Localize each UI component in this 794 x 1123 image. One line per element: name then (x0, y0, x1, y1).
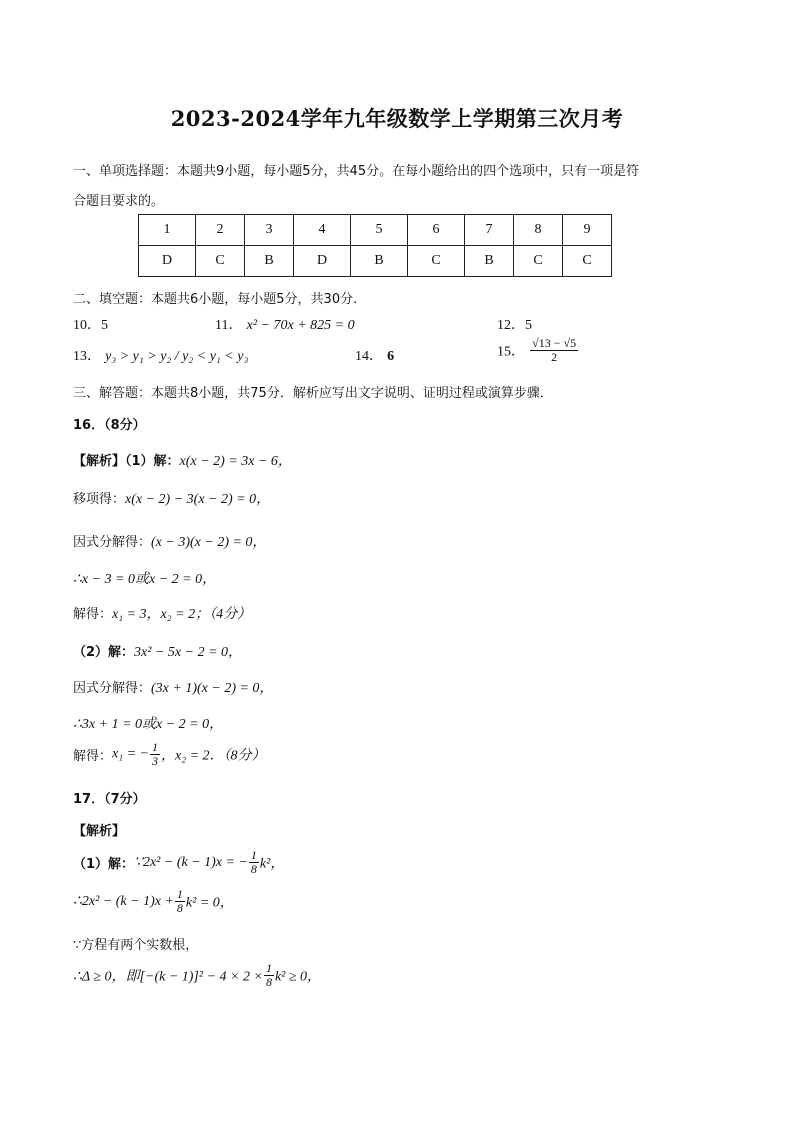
q16-line6 (73, 641, 242, 661)
q15-numerator: √13 − √5 (532, 336, 577, 350)
q16-line7-prefix: 因式分解得： (73, 681, 152, 696)
section1-heading-line2: 合题目要求的。 (73, 194, 165, 209)
q16-line7 (73, 677, 273, 697)
table-header-cell: 2 (196, 215, 245, 246)
q16-line2 (73, 488, 270, 508)
q16-line1-expr: x(x − 2) = 3x − 6， (179, 454, 292, 469)
q16-line5 (73, 603, 251, 623)
q16-line3-prefix: 因式分解得： (73, 535, 152, 550)
q17-line2 (73, 888, 234, 915)
answer-table (138, 214, 612, 277)
table-answer-cell: C (408, 246, 465, 277)
table-header-cell: 8 (514, 215, 563, 246)
q16-line1 (73, 450, 292, 470)
q16-line7-expr: (3x + 1)(x − 2) = 0， (151, 681, 274, 696)
q17-line1-prefix: （1）解： (73, 857, 135, 872)
q15-label: 15． (497, 344, 525, 360)
q11-label: 11． (215, 318, 243, 333)
q16-label: 16．（8分） (73, 418, 146, 433)
q17-line2-numerator: 1 (176, 887, 183, 901)
table-header-cell: 5 (351, 215, 408, 246)
section2-heading: 二、填空题：本题共6小题，每小题5分，共30分. (73, 292, 358, 307)
q14-label: 14． (355, 349, 383, 364)
table-header-cell: 9 (563, 215, 612, 246)
q16-line9-denominator: 3 (152, 754, 158, 768)
q14-value: 6 (387, 349, 395, 364)
answer-table-header-row (139, 215, 612, 246)
q16-line9-numerator: 1 (152, 740, 158, 754)
q16-line4: ∴x − 3 = 0或x − 2 = 0， (73, 572, 217, 587)
q13-expr: y₃ > y₁ > y₂ / y₂ < y₁ < y₃ (105, 349, 249, 364)
table-header-cell: 3 (245, 215, 294, 246)
q17-line2-b: k² = 0， (185, 895, 234, 911)
section3-heading: 三、解答题：本题共8小题，共75分．解析应写出文字说明、证明过程或演算步骤． (73, 386, 553, 401)
q17-line1-a: ∵2x² − (k − 1)x = − (134, 855, 248, 870)
table-header-cell: 6 (408, 215, 465, 246)
answer-q11 (215, 314, 355, 334)
table-answer-cell: C (563, 246, 612, 277)
q16-line9 (73, 741, 266, 768)
table-header-cell: 4 (294, 215, 351, 246)
answer-q14 (355, 345, 394, 365)
q17-line3: ∵方程有两个实数根， (73, 938, 199, 953)
q16-line5-expr: x₁ = 3，x₂ = 2；（4分） (112, 607, 252, 622)
table-answer-cell: D (139, 246, 196, 277)
answer-q13 (73, 345, 248, 365)
table-answer-cell: B (245, 246, 294, 277)
table-answer-cell: C (196, 246, 245, 277)
page-title: 2023-2024学年九年级数学上学期第三次月考 (170, 106, 624, 131)
q17-line1-denominator: 8 (250, 862, 257, 876)
q17-line2-a: ∴2x² − (k − 1)x + (73, 894, 174, 909)
table-answer-cell: B (351, 246, 408, 277)
q17-line2-denominator: 8 (176, 901, 183, 915)
answer-q10: 10．5 (73, 318, 108, 333)
q15-fraction (530, 337, 578, 364)
q17-line1 (73, 849, 284, 876)
q16-line9-prefix: 解得： (73, 749, 113, 764)
table-header-cell: 1 (139, 215, 196, 246)
table-answer-cell: B (465, 246, 514, 277)
q16-line6-prefix: （2）解： (73, 645, 135, 660)
q16-line2-expr: x(x − 2) − 3(x − 2) = 0， (125, 492, 271, 507)
q16-line9-a: x₁ = − (112, 746, 149, 762)
q11-expr: x² − 70x + 825 = 0 (246, 318, 355, 333)
q17-line4-a: ∴Δ ≥ 0，即[−(k − 1)]² − 4 × 2 × (73, 969, 263, 985)
q17-line1-numerator: 1 (250, 848, 257, 862)
table-header-cell: 7 (465, 215, 514, 246)
q16-line1-prefix: 【解析】（1）解： (73, 454, 180, 469)
q16-line6-expr: 3x² − 5x − 2 = 0， (134, 645, 243, 660)
section1-heading-line1: 一、单项选择题：本题共9小题，每小题5分，共45分。在每小题给出的四个选项中，只有一项是符 (73, 164, 640, 179)
q16-line9-fraction (150, 741, 160, 768)
q16-line5-prefix: 解得： (73, 607, 113, 622)
answer-table-answer-row (139, 246, 612, 277)
table-answer-cell: C (514, 246, 563, 277)
q17-line1-b: k²， (259, 856, 285, 872)
q16-line3 (73, 531, 266, 551)
answer-q12: 12．5 (497, 318, 532, 333)
q17-line4 (73, 962, 321, 989)
q17-line4-numerator: 1 (265, 961, 272, 975)
q17-label: 17．（7分） (73, 792, 146, 807)
q17-analysis: 【解析】 (73, 824, 126, 839)
q15-denominator: 2 (551, 350, 558, 364)
q13-label: 13． (73, 349, 101, 364)
q17-line2-fraction (175, 888, 185, 915)
q16-line8: ∴3x + 1 = 0或x − 2 = 0， (73, 717, 224, 732)
q16-line3-expr: (x − 3)(x − 2) = 0， (151, 535, 267, 550)
q17-line4-b: k² ≥ 0， (274, 969, 322, 985)
q17-line4-denominator: 8 (265, 975, 272, 989)
table-answer-cell: D (294, 246, 351, 277)
q17-line1-fraction (249, 849, 259, 876)
q17-line4-fraction (264, 962, 274, 989)
q16-line2-prefix: 移项得： (73, 492, 126, 507)
q16-line9-b: ，x₂ = 2．（8分） (161, 748, 266, 764)
answer-q15 (497, 337, 579, 364)
